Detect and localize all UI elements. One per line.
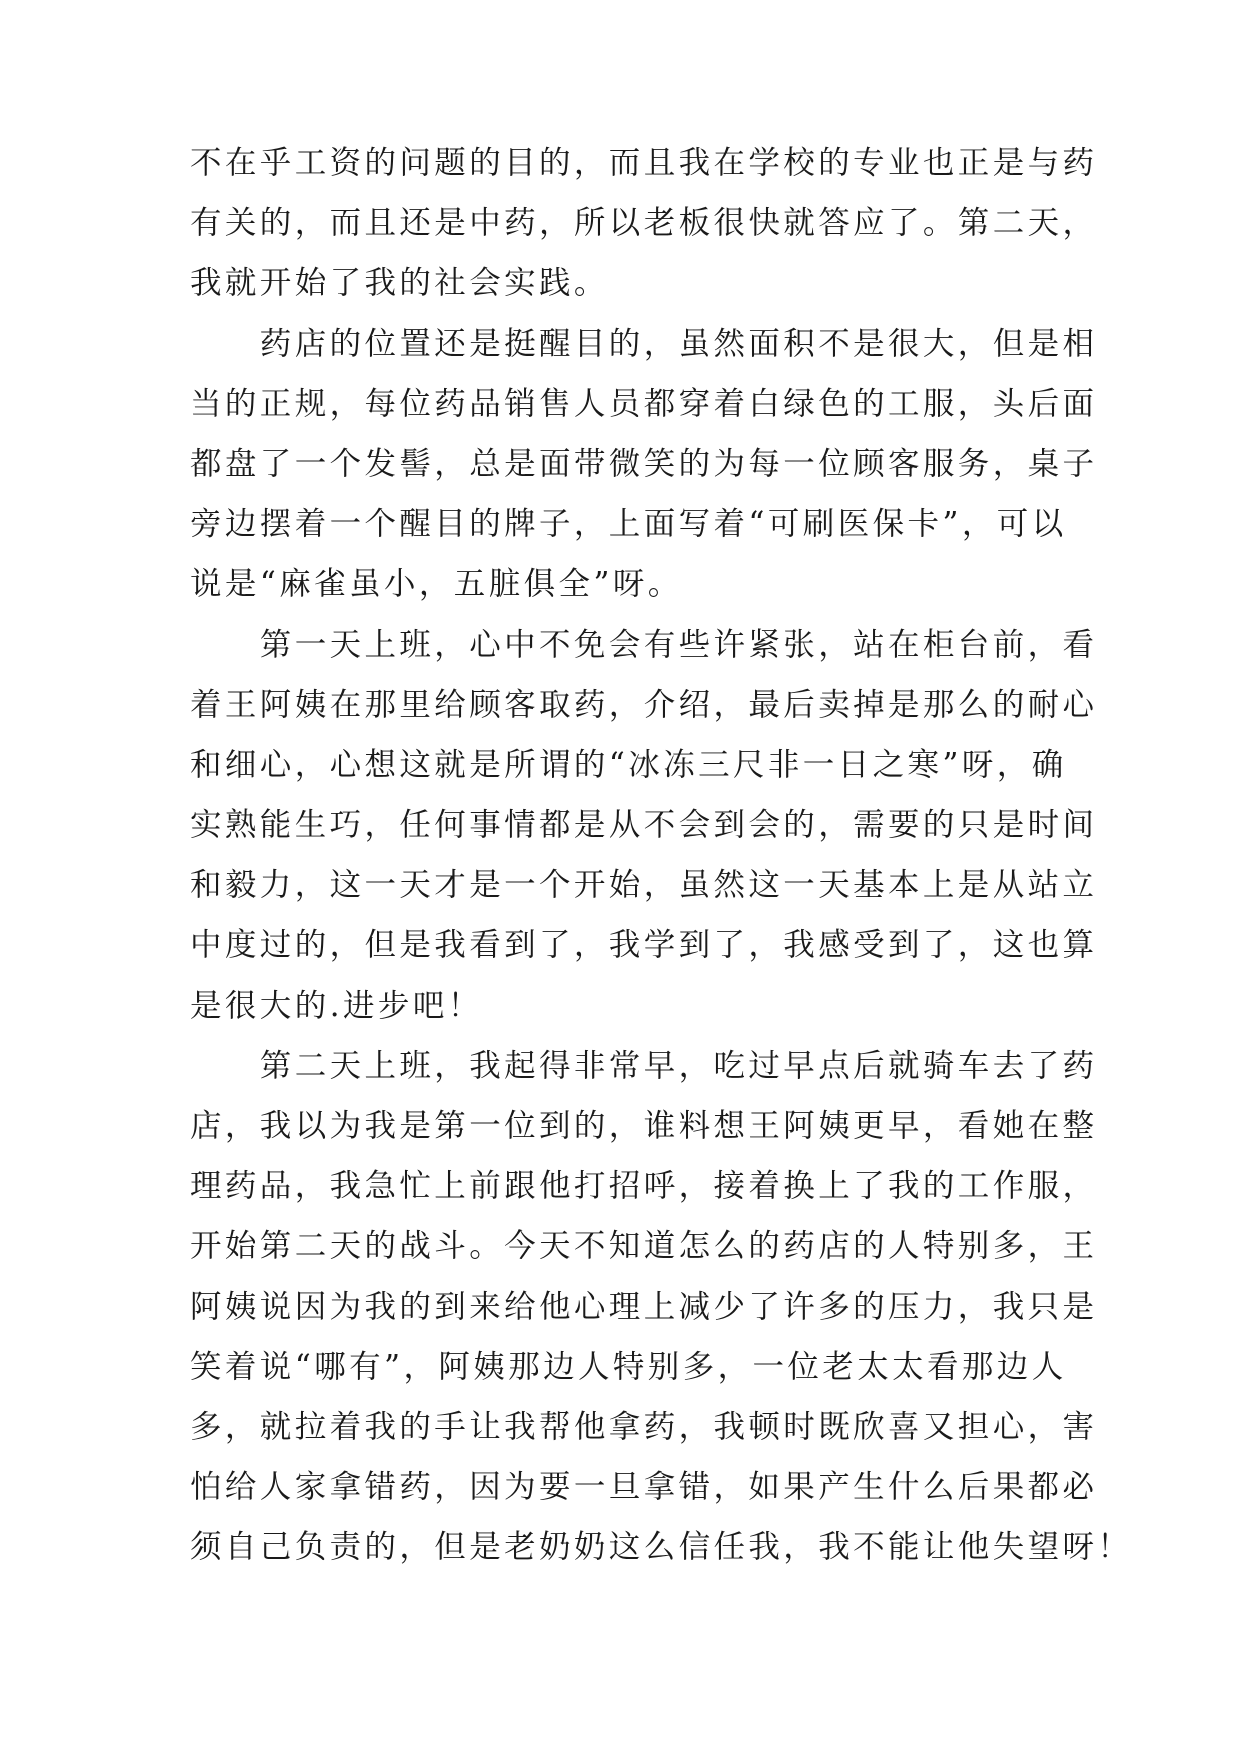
text-line: 第一天上班，心中不免会有些许紧张，站在柜台前，看 xyxy=(190,626,1098,663)
text-line: 怕给人家拿错药，因为要一旦拿错，如果产生什么后果都必 xyxy=(190,1469,1098,1506)
text-line: 旁边摆着一个醒目的牌子，上面写着“可刷医保卡”，可以 xyxy=(190,506,1067,543)
text-line: 着王阿姨在那里给顾客取药，介绍，最后卖掉是那么的耐心 xyxy=(190,686,1098,723)
text-line: 都盘了一个发髻，总是面带微笑的为每一位顾客服务，桌子 xyxy=(190,445,1098,482)
text-line: 中度过的，但是我看到了，我学到了，我感受到了，这也算 xyxy=(190,927,1098,964)
text-line: 有关的，而且还是中药，所以老板很快就答应了。第二天， xyxy=(190,205,1098,242)
text-line: 不在乎工资的问题的目的，而且我在学校的专业也正是与药 xyxy=(190,145,1098,181)
text-line: 须自己负责的，但是老奶奶这么信任我，我不能让他失望呀！ xyxy=(190,1529,1133,1566)
text-line: 我就开始了我的社会实践。 xyxy=(190,265,609,302)
text-line: 第二天上班，我起得非常早，吃过早点后就骑车去了药 xyxy=(190,1047,1098,1084)
text-line: 是很大的.进步吧！ xyxy=(190,987,483,1024)
text-line: 和细心，心想这就是所谓的“冰冻三尺非一日之寒”呀，确 xyxy=(190,746,1067,783)
text-line: 当的正规，每位药品销售人员都穿着白绿色的工服，头后面 xyxy=(190,385,1098,422)
document-body xyxy=(190,133,1133,1578)
text-line: 说是“麻雀虽小，五脏俱全”呀。 xyxy=(190,566,683,603)
text-line: 实熟能生巧，任何事情都是从不会到会的，需要的只是时间 xyxy=(190,807,1098,844)
text-line: 多，就拉着我的手让我帮他拿药，我顿时既欣喜又担心，害 xyxy=(190,1408,1098,1445)
text-line: 药店的位置还是挺醒目的，虽然面积不是很大，但是相 xyxy=(190,325,1098,362)
text-line: 店，我以为我是第一位到的，谁料想王阿姨更早，看她在整 xyxy=(190,1108,1098,1144)
text-line: 笑着说“哪有”，阿姨那边人特别多，一位老太太看那边人 xyxy=(190,1348,1067,1385)
text-line: 开始第二天的战斗。今天不知道怎么的药店的人特别多，王 xyxy=(190,1228,1098,1265)
text-line: 理药品，我急忙上前跟他打招呼，接着换上了我的工作服， xyxy=(190,1168,1098,1205)
text-line: 阿姨说因为我的到来给他心理上减少了许多的压力，我只是 xyxy=(190,1288,1098,1325)
text-line: 和毅力，这一天才是一个开始，虽然这一天基本上是从站立 xyxy=(190,867,1098,904)
